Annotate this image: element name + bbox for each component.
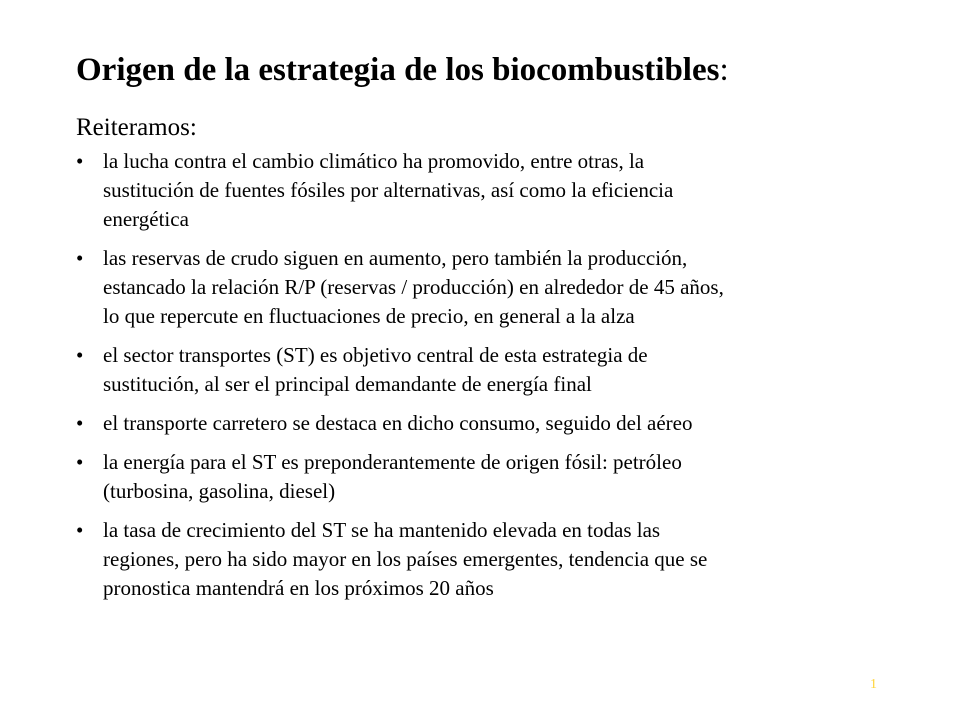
intro-text: Reiteramos: <box>76 114 197 141</box>
bullet-line: la tasa de crecimiento del ST se ha mantenido elevada en todas las <box>103 518 661 542</box>
bullet-icon: • <box>76 518 84 542</box>
bullet-line: lo que repercute en fluctuaciones de precio, en general a la alza <box>103 304 635 328</box>
slide-title-text: Origen de la estrategia de los biocombustibles <box>76 52 720 88</box>
bullet-icon: • <box>76 450 84 474</box>
slide-title <box>76 48 729 92</box>
page-number: 1 <box>870 677 877 692</box>
bullet-list <box>76 147 916 613</box>
bullet-icon: • <box>76 246 84 270</box>
bullet-line: pronostica mantendrá en los próximos 20 años <box>103 576 494 600</box>
bullet-item <box>76 409 916 438</box>
slide-title-colon: : <box>719 52 729 88</box>
bullet-line: (turbosina, gasolina, diesel) <box>103 479 336 503</box>
bullet-item <box>76 147 916 234</box>
bullet-line: la lucha contra el cambio climático ha promovido, entre otras, la <box>103 149 645 173</box>
bullet-item <box>76 448 916 506</box>
bullet-line: energética <box>103 207 189 231</box>
bullet-line: regiones, pero ha sido mayor en los países emergentes, tendencia que se <box>103 547 708 571</box>
bullet-item <box>76 341 916 399</box>
bullet-icon: • <box>76 149 84 173</box>
bullet-item <box>76 516 916 603</box>
bullet-line: el transporte carretero se destaca en dicho consumo, seguido del aéreo <box>103 411 693 435</box>
bullet-line: la energía para el ST es preponderantemente de origen fósil: petróleo <box>103 450 682 474</box>
bullet-line: estancado la relación R/P (reservas / producción) en alrededor de 45 años, <box>103 275 724 299</box>
bullet-line: el sector transportes (ST) es objetivo central de esta estrategia de <box>103 343 648 367</box>
bullet-icon: • <box>76 343 84 367</box>
bullet-icon: • <box>76 411 84 435</box>
bullet-item <box>76 244 916 331</box>
bullet-line: las reservas de crudo siguen en aumento, pero también la producción, <box>103 246 688 270</box>
bullet-line: sustitución, al ser el principal demandante de energía final <box>103 372 592 396</box>
bullet-line: sustitución de fuentes fósiles por alternativas, así como la eficiencia <box>103 178 674 202</box>
